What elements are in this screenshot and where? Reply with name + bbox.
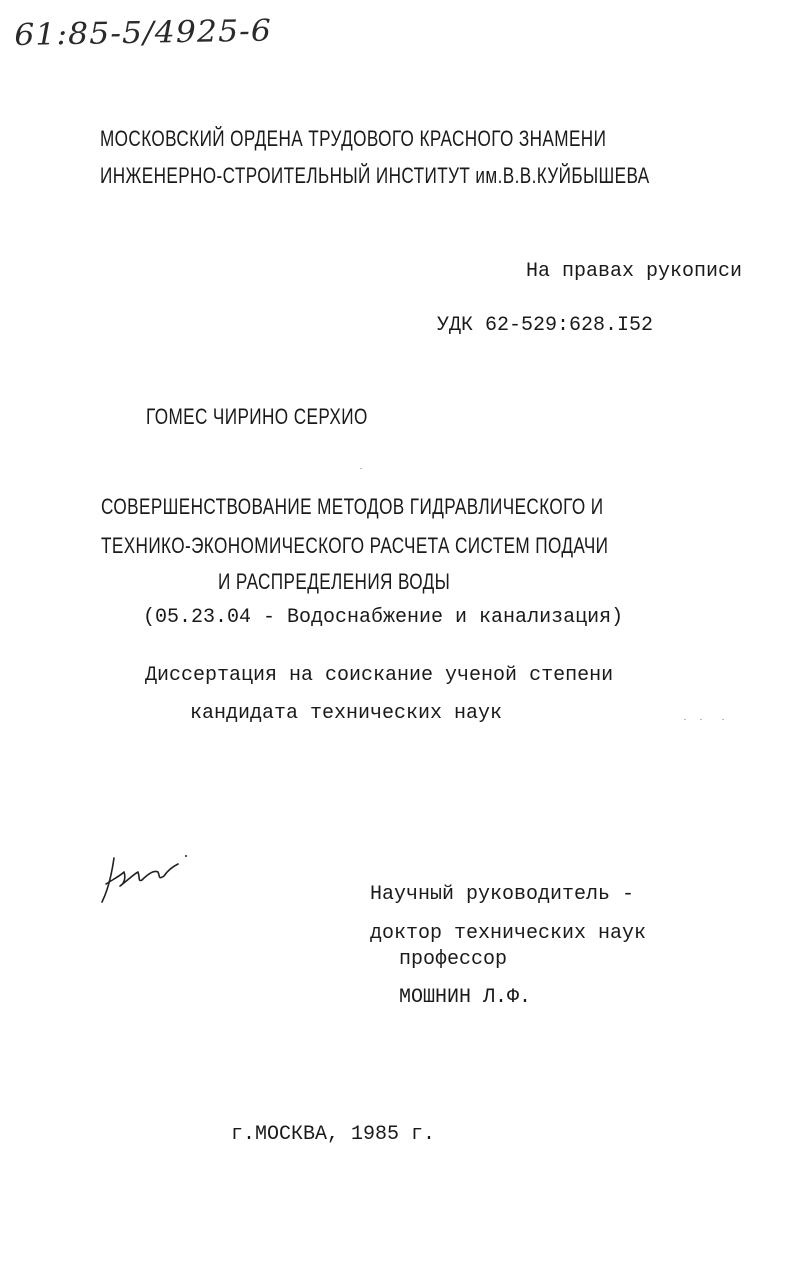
title-line-2: ТЕХНИКО-ЭКОНОМИЧЕСКОГО РАСЧЕТА СИСТЕМ ПОДАЧИ bbox=[101, 533, 609, 558]
author-name: ГОМЕС ЧИРИНО СЕРХИО bbox=[146, 404, 368, 429]
signature bbox=[98, 850, 198, 910]
supervisor-line-4: МОШНИН Л.Ф. bbox=[399, 986, 532, 1009]
institution-line-2: ИНЖЕНЕРНО-СТРОИТЕЛЬНЫЙ ИНСТИТУТ им.В.В.КУЙБЫШЕВА bbox=[100, 163, 650, 188]
supervisor-line-1: Научный руководитель - bbox=[370, 883, 635, 906]
archive-number: 61:85-5/4925-6 bbox=[14, 13, 273, 53]
supervisor-line-2: доктор технических наук bbox=[370, 922, 647, 945]
place-year: г.МОСКВА, 1985 г. bbox=[231, 1123, 436, 1146]
scan-speck bbox=[700, 719, 702, 720]
degree-line-2: кандидата технических наук bbox=[190, 702, 503, 725]
supervisor-line-3: профессор bbox=[399, 948, 508, 971]
degree-line-1: Диссертация на соискание ученой степени bbox=[145, 664, 614, 687]
scan-speck bbox=[360, 468, 362, 469]
rights-note: На правах рукописи bbox=[526, 260, 743, 283]
specialty: (05.23.04 - Водоснабжение и канализация) bbox=[143, 606, 624, 629]
title-line-1: СОВЕРШЕНСТВОВАНИЕ МЕТОДОВ ГИДРАВЛИЧЕСКОГО И bbox=[101, 494, 604, 519]
scan-speck bbox=[684, 719, 686, 720]
udc-code: УДК 62-529:628.I52 bbox=[437, 314, 654, 337]
scan-speck bbox=[722, 719, 724, 720]
institution-line-1: МОСКОВСКИЙ ОРДЕНА ТРУДОВОГО КРАСНОГО ЗНАМЕНИ bbox=[100, 126, 607, 151]
title-line-3: И РАСПРЕДЕЛЕНИЯ ВОДЫ bbox=[218, 569, 451, 594]
